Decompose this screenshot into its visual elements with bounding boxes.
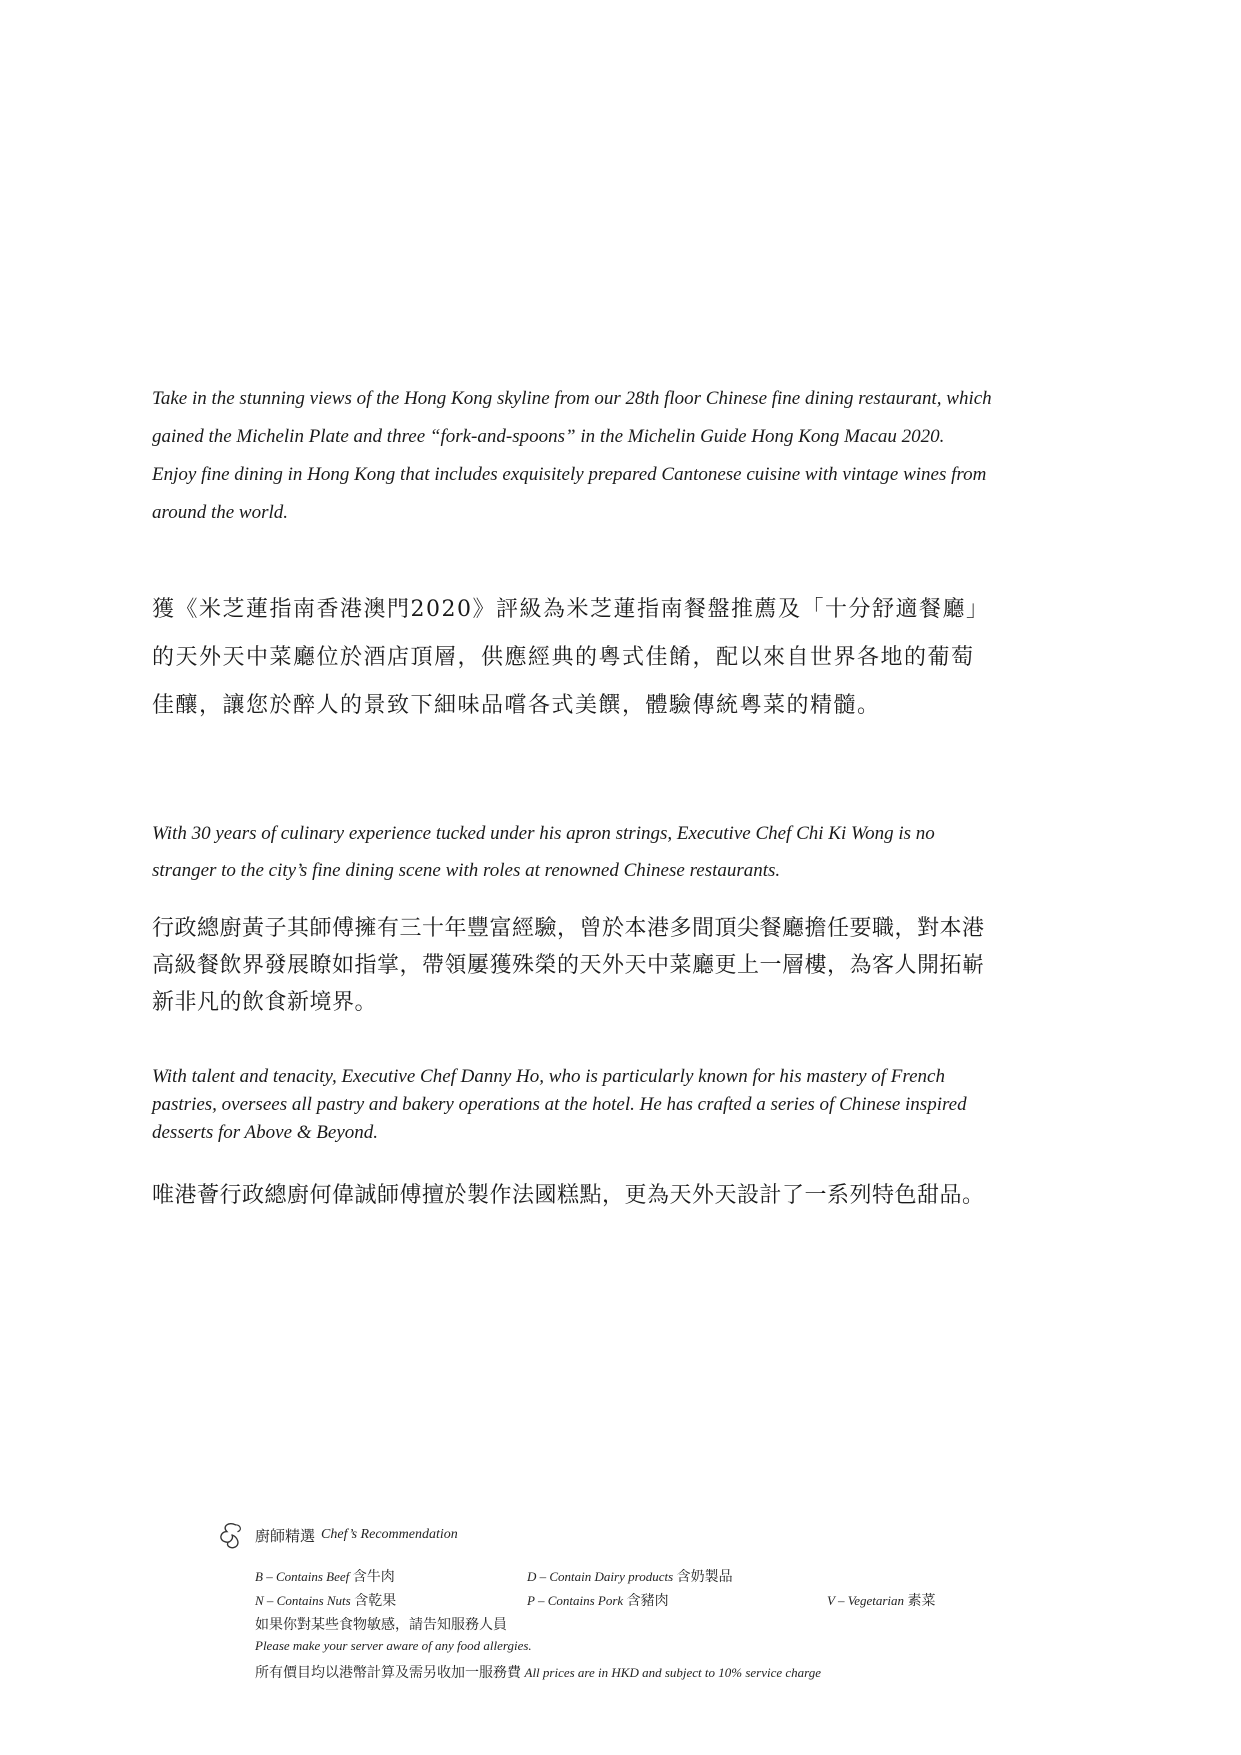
intro-zh-paragraph: 獲《米芝蓮指南香港澳門2020》評級為米芝蓮指南餐盤推薦及「十分舒適餐廳」的天外天中菜廳位於酒店頂層，供應經典的粵式佳餚，配以來自世界各地的葡萄佳釀，讓您於醉人的景致下細味品嚐各式美饌，體驗傳統粵菜的精髓。 [152,597,990,718]
legend-row-1 [255,1566,1015,1590]
chef-recommendation-icon [215,1518,249,1552]
menu-footer [215,1518,1015,1686]
legend-vegetarian-en: V – Vegetarian [827,1593,905,1608]
legend-pork-en: P – Contains Pork [527,1593,624,1608]
legend-beef-en: B – Contains Beef [255,1569,350,1584]
chef-wong-zh-paragraph: 行政總廚黃子其師傅擁有三十年豐富經驗，曾於本港多間頂尖餐廳擔任要職，對本港高級餐飲界發展瞭如指掌，帶領屢獲殊榮的天外天中菜廳更上一層樓，為客人開拓嶄新非凡的飲食新境界。 [152,916,985,1015]
chef-ho-zh-paragraph: 唯港薈行政總廚何偉誠師傅擅於製作法國糕點，更為天外天設計了一系列特色甜品。 [152,1183,985,1208]
allergy-notice-en: Please make your server aware of any food allergies. [255,1638,532,1653]
chef-wong-en-paragraph: With 30 years of culinary experience tucked under his apron strings, Executive Chef Chi Ki Wong is no stranger to the city’s fine dining scene with roles at renowned Chinese restaurants. [152,823,935,881]
legend-pork [527,1590,669,1610]
legend-nuts [255,1590,396,1610]
legend-dairy-en: D – Contain Dairy products [527,1569,674,1584]
legend-pork-zh: 含豬肉 [626,1593,669,1609]
legend-dairy-zh: 含奶製品 [676,1569,733,1585]
dietary-legend [255,1566,1015,1686]
legend-beef-zh: 含牛肉 [352,1569,395,1585]
legend-beef [255,1566,395,1586]
intro-en-paragraph: Take in the stunning views of the Hong Kong skyline from our 28th floor Chinese fine dining restaurant, which gained the Michelin Plate and three “fork-and-spoons” in the Michelin Guide Hong Kong Macau 2020. Enjoy fine dining in Hong Kong that includes exquisitely prepared Cantonese cuisine with vintage wines from around the world. [152,388,992,523]
chef-recommendation-key [215,1518,1015,1552]
chef-recommendation-en: Chef’s Recommendation [321,1527,458,1542]
legend-row-2 [255,1590,1015,1614]
legend-nuts-en: N – Contains Nuts [255,1593,351,1608]
legend-vegetarian [827,1590,936,1610]
chef-recommendation-zh: 廚師精選 [255,1526,316,1545]
legend-dairy [527,1566,733,1586]
chef-ho-en-paragraph: With talent and tenacity, Executive Chef Danny Ho, who is particularly known for his mastery of French pastries, oversees all pastry and bakery operations at the hotel. He has crafted a series of Chinese inspired desserts for Above & Beyond. [152,1066,967,1143]
legend-vegetarian-zh: 素菜 [907,1593,936,1609]
price-notice [255,1662,1015,1686]
price-notice-zh: 所有價目均以港幣計算及需另收加一服務費 [255,1665,521,1681]
legend-nuts-zh: 含乾果 [354,1593,397,1609]
price-notice-en: All prices are in HKD and subject to 10% service charge [524,1665,822,1680]
allergy-notice-zh: 如果你對某些食物敏感，請告知服務人員 [255,1617,507,1633]
